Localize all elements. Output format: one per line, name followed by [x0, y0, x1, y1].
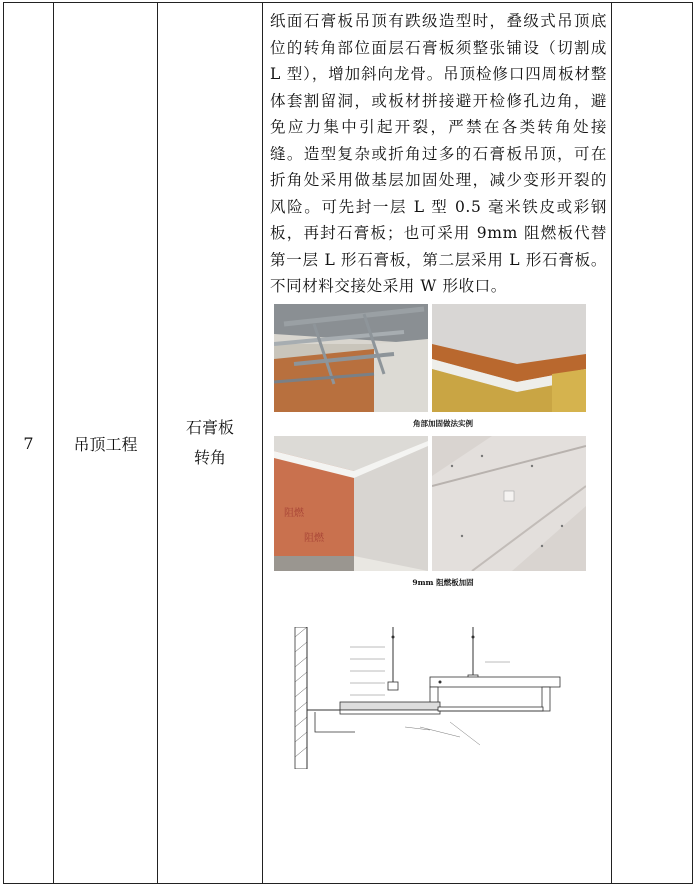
item-name: [158, 3, 263, 884]
table-row: [4, 3, 693, 884]
photo-row-2: [263, 436, 611, 571]
ceiling-section-drawing: [290, 627, 575, 769]
svg-text:阻燃: 阻燃: [284, 507, 304, 519]
row-number: 7: [4, 3, 54, 884]
caption-corner-reinforcement: 角部加固做法实例: [413, 418, 473, 428]
caption-fireboard-reinforcement: 9mm 阻燃板加固: [412, 577, 474, 587]
description-cell: [263, 3, 612, 884]
ceiling-corner-photo: [432, 304, 586, 412]
fireboard-corner-photo: [274, 436, 428, 571]
item-name-line1: 石膏板: [185, 418, 234, 437]
ceiling-frame-photo: [274, 304, 428, 412]
description-text: 纸面石膏板吊顶有跌级造型时，叠级式吊顶底位的转角部位面层石膏板须整张铺设（切割成 L 型），增加斜向龙骨。吊顶检修口四周板材整体套割留洞，或板材拼接避开检修孔边角，避免应力集中引起开裂，严禁在各类转角处接缝。造型复杂或折角过多的石膏板吊顶，可在折角处采用做基层加固处理，减少变形开裂的风险。可先封一层 L 型 0.5 毫米铁皮或彩钢板，再封石膏板；也可采用 9mm 阻燃板代替第一层 L 形石膏板，第二层采用 L 形石膏板。不同材料交接处采用 W 形收口。: [270, 12, 607, 295]
spec-table: [3, 2, 693, 884]
photo-row-1: [263, 304, 611, 412]
svg-text:阻燃: 阻燃: [304, 532, 324, 544]
project-name: 吊顶工程: [54, 3, 158, 884]
blank-cell: [612, 3, 693, 884]
fireboard-ceiling-photo: [432, 436, 586, 571]
item-name-line2: 转角: [193, 448, 226, 467]
